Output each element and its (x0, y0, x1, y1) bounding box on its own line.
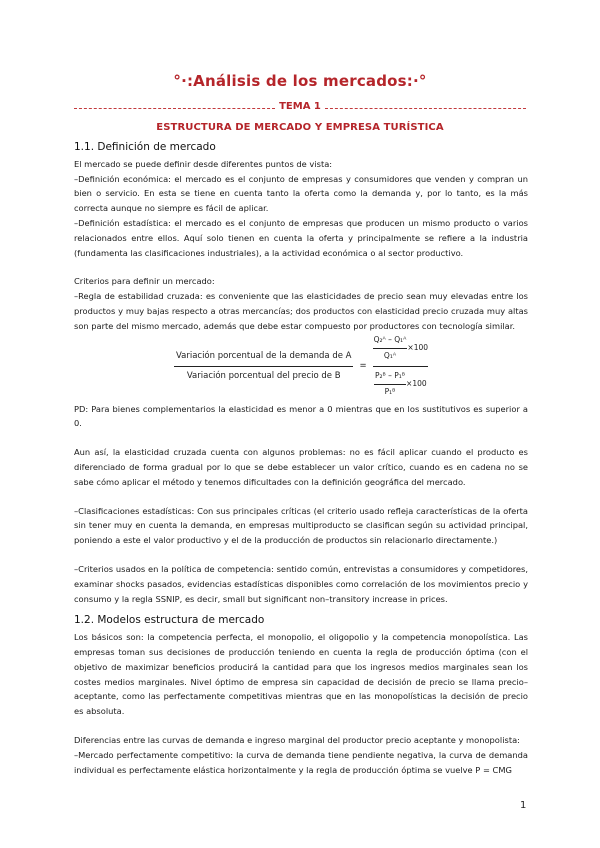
formula-lhs (174, 349, 354, 384)
formula-lhs-denominator: Variación porcentual del precio de B (186, 371, 341, 382)
paragraph-def-economica: –Definición económica: el mercado es el conjunto de empresas y consumidores que venden y compran un bien o servicio. En esta se tiene en cuenta tanto la oferta como la demanda y, por lo tanto, es la más correcta aunque no siempre es fácil de aplicar. (74, 173, 528, 214)
section-heading-1-1: 1.1. Definición de mercado (74, 141, 216, 153)
formula-p-numerator: P₂ᴮ – P₁ᴮ (374, 369, 406, 385)
formula-q-denominator: Q₁ᴬ (383, 351, 397, 361)
document-body (74, 140, 528, 777)
paragraph-criterios-politica: –Criterios usados en la política de competencia: sentido común, entrevistas a consumidores y competidores, examinar shocks pasados, evidencias estadísticas disponibles como correlación de los movimientos precio y consumo y la regla SSNIP, es decir, small but significant non–transitory increase in prices. (74, 563, 528, 604)
dashed-line-left (74, 108, 275, 109)
page-title: °·:Análisis de los mercados:·° (173, 72, 427, 90)
paragraph-intro: El mercado se puede definir desde diferentes puntos de vista: (74, 158, 333, 169)
paragraph-mercado-perfecto: –Mercado perfectamente competitivo: la curva de demanda tiene pendiente negativa, la curva de demanda individual es perfectamente elástica horizontalmente y la regla de producción óptima se vuelve P = CMG (74, 749, 528, 775)
paragraph-clasificaciones: –Clasificaciones estadísticas: Con sus principales críticas (el criterio usado refleja características de la oferta sin tener muy en cuenta la demanda, en empresas multiproducto se clasifican según su actividad principal, poniendo a este el valor productivo y el de la producción de productos sin relacionarlo directamente.) (74, 505, 528, 546)
elasticity-formula (74, 336, 528, 398)
section-heading-1-2: 1.2. Modelos estructura de mercado (74, 614, 265, 627)
paragraph-criterios-intro: Criterios para definir un mercado: (74, 276, 215, 287)
paragraph-basicos: Los básicos son: la competencia perfecta, el monopolio, el oligopolio y la competencia monopolística. Las empresas toman sus decisiones de producción teniendo en cuenta la regla de producción óptima (con el objetivo de maximizar beneficios producirá la cantidad para que los ingresos medios marginales sean los costes medios marginales. Nivel óptimo de empresa sin capacidad de decisión de precio se llama precio–aceptante, como las perfectamente competitivas mientras que en las monopolísticas la decisión de precio es absoluta. (74, 632, 528, 717)
formula-times100-bottom: ×100 (406, 378, 427, 388)
formula-times100-top: ×100 (407, 343, 429, 353)
paragraph-def-estadistica: –Definición estadística: el mercado es el conjunto de empresas que producen un mismo producto o varios relacionados entre ellos. Aquí solo tienen en cuenta la oferta y principalmente se refiere a la industria (fundamenta las clasificaciones industriales), a la actividad económica o al sector productivo. (74, 217, 528, 258)
tema-label: TEMA 1 (279, 100, 321, 112)
paragraph-diferencias: Diferencias entre las curvas de demanda e ingreso marginal del productor precio aceptante y monopolista: (74, 734, 520, 745)
page-number: 1 (520, 800, 527, 811)
formula-p-denominator: P₁ᴮ (384, 386, 396, 396)
paragraph-pd: PD: Para bienes complementarios la elasticidad es menor a 0 mientras que en los sustitutivos es superior a 0. (74, 403, 528, 429)
formula-rhs (373, 333, 428, 399)
formula-q-numerator: Q₂ᴬ – Q₁ᴬ (373, 333, 408, 349)
formula-equals: = (359, 361, 367, 372)
dashed-line-right (325, 108, 526, 109)
tema-divider (74, 98, 526, 114)
paragraph-aun-asi: Aun así, la elasticidad cruzada cuenta con algunos problemas: no es fácil aplicar cuando el producto es diferenciado de forma gradual por lo que se debe establecer un valor crítico, cuando es en cadena no se sabe cómo aplicar el método y tenemos dificultades con la definición geográfica del mercado. (74, 447, 528, 487)
formula-lhs-numerator: Variación porcentual de la demanda de A (174, 349, 354, 367)
page-subtitle: ESTRUCTURA DE MERCADO Y EMPRESA TURÍSTICA (156, 122, 444, 133)
paragraph-regla: –Regla de estabilidad cruzada: es conveniente que las elasticidades de precio sean muy elevadas entre los productos y muy bajas respecto a otras mercancías; dos productos con elasticidad precio cruzada muy altas son parte del mismo mercado, además que debe estar compuesto por productores con tecnología similar. (74, 291, 528, 331)
